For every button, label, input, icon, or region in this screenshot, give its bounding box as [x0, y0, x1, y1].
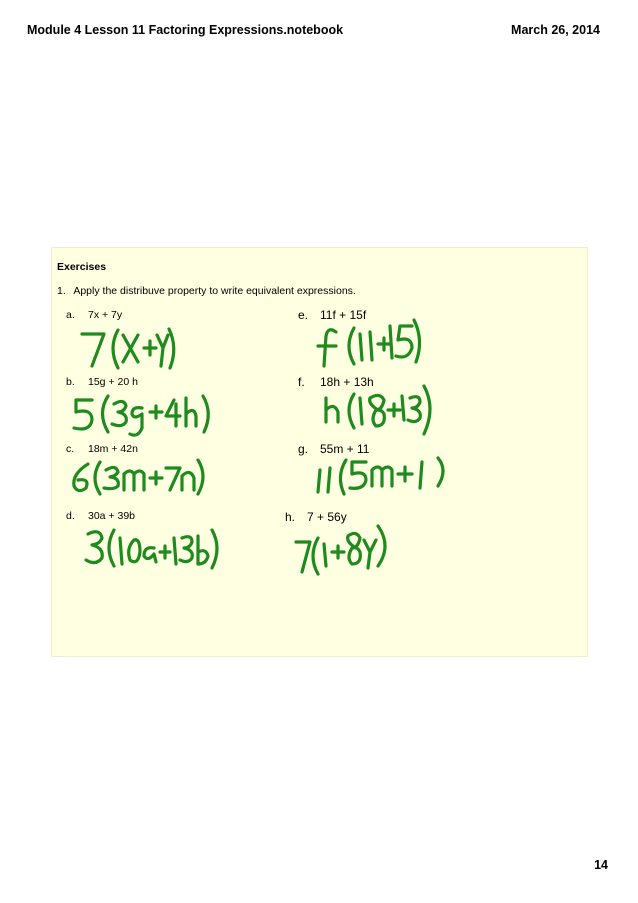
- instruction-text: Apply the distribuve property to write equivalent expressions.: [73, 285, 356, 297]
- problem-expression: 15g + 20 h: [88, 376, 138, 388]
- problem-expression: 18h + 13h: [320, 375, 374, 389]
- problem-letter: d.: [66, 510, 75, 522]
- problem-letter: g.: [298, 442, 309, 456]
- page-number: 14: [594, 858, 608, 872]
- problem-letter: b.: [66, 376, 75, 388]
- problem-letter: h.: [285, 510, 296, 524]
- exercises-title: Exercises: [57, 261, 107, 273]
- problem-expression: 18m + 42n: [88, 443, 138, 455]
- problem-expression: 7 + 56y: [307, 510, 347, 524]
- problem-letter: e.: [298, 308, 309, 322]
- problem-letter: c.: [66, 443, 75, 455]
- problem-expression: 7x + 7y: [88, 309, 123, 321]
- problem-letter: a.: [66, 309, 75, 321]
- problem-letter: f.: [298, 375, 305, 389]
- problem-expression: 55m + 11: [320, 442, 370, 456]
- problem-expression: 11f + 15f: [320, 308, 367, 322]
- instruction-number: 1.: [57, 285, 66, 297]
- notebook-date: March 26, 2014: [511, 23, 600, 37]
- notebook-title: Module 4 Lesson 11 Factoring Expressions.notebook: [27, 23, 344, 37]
- problem-expression: 30a + 39b: [88, 510, 136, 522]
